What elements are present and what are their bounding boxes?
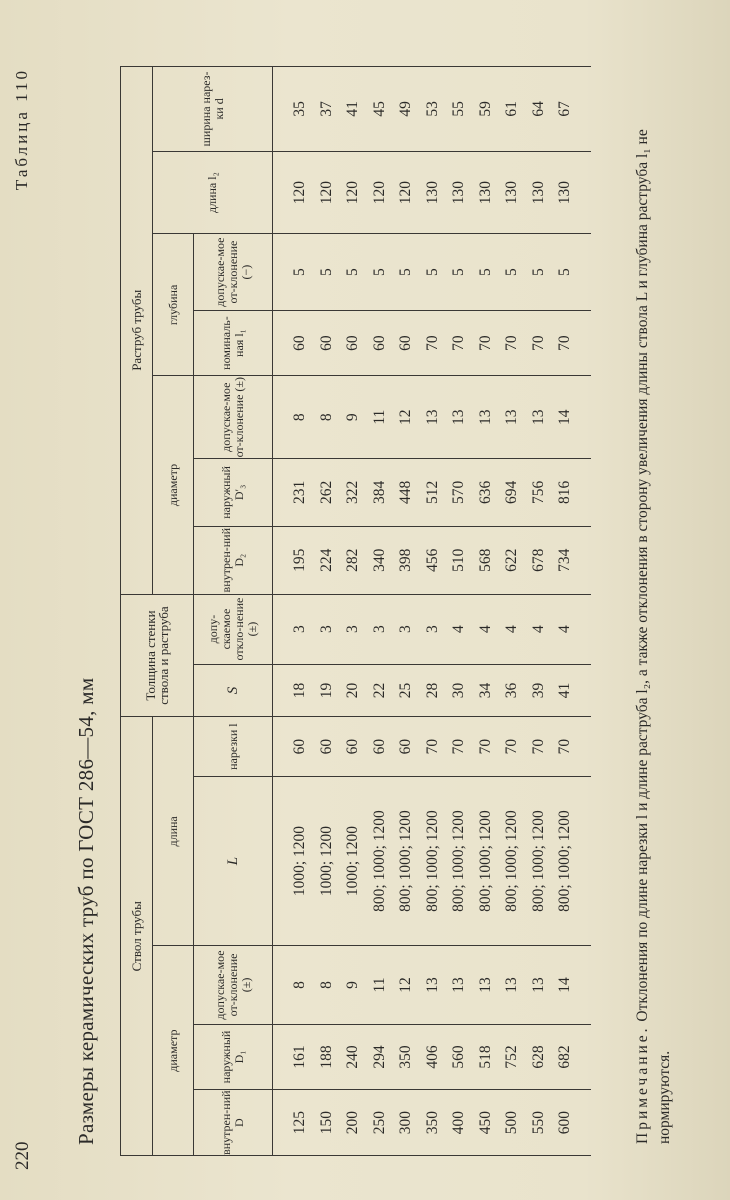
table-cell: 12: [393, 946, 420, 1024]
table-cell: 64: [526, 67, 553, 152]
table-cell: 9: [340, 376, 367, 459]
table-cell: 13: [526, 376, 553, 459]
table-cell: 12: [393, 376, 420, 459]
table-row: [340, 67, 367, 1156]
table-title: Размеры керамических труб по ГОСТ 286—54, мм: [74, 677, 98, 1145]
table-cell: 350: [393, 1024, 420, 1090]
table-cell: 300: [393, 1090, 420, 1156]
table-cell: 13: [446, 946, 473, 1024]
table-cell: 36: [499, 664, 526, 717]
table-cell: 500: [499, 1090, 526, 1156]
table-cell: 800; 1000; 1200: [552, 776, 591, 945]
header-barrel: Ствол трубы: [121, 717, 153, 1156]
table-cell: 200: [340, 1090, 367, 1156]
table-cell: 448: [393, 459, 420, 527]
header-depth-tolerance: допускае-мое от-клонение (−): [194, 234, 273, 310]
header-barrel-length: длина: [153, 717, 194, 946]
table-cell: 262: [314, 459, 341, 527]
table-cell: 120: [340, 151, 367, 234]
table-cell: 60: [314, 310, 341, 376]
table-cell: 70: [552, 310, 591, 376]
table-cell: 13: [473, 376, 500, 459]
table-cell: 70: [473, 310, 500, 376]
table-cell: 161: [273, 1024, 314, 1090]
table-cell: 1000; 1200: [340, 776, 367, 945]
table-cell: 11: [367, 376, 394, 459]
table-cell: 59: [473, 67, 500, 152]
table-cell: 800; 1000; 1200: [367, 776, 394, 945]
table-cell: 5: [340, 234, 367, 310]
header-socket-diameter: диаметр: [153, 376, 194, 594]
table-cell: 60: [367, 310, 394, 376]
table-cell: 20: [340, 664, 367, 717]
table-cell: 125: [273, 1090, 314, 1156]
table-cell: 61: [499, 67, 526, 152]
header-inner-d: внутрен-ний D: [194, 1090, 273, 1156]
table-cell: 130: [552, 151, 591, 234]
table-cell: 22: [367, 664, 394, 717]
table-cell: 5: [552, 234, 591, 310]
table-cell: 150: [314, 1090, 341, 1156]
table-cell: 456: [420, 526, 447, 594]
table-cell: 800; 1000; 1200: [473, 776, 500, 945]
table-cell: 600: [552, 1090, 591, 1156]
table-cell: 5: [446, 234, 473, 310]
table-cell: 3: [273, 594, 314, 664]
table-cell: 560: [446, 1024, 473, 1090]
table-cell: 3: [420, 594, 447, 664]
header-inner-d2: внутрен-ний D₂: [194, 526, 273, 594]
table-cell: 5: [393, 234, 420, 310]
table-cell: 570: [446, 459, 473, 527]
table-cell: 3: [340, 594, 367, 664]
table-cell: 350: [420, 1090, 447, 1156]
table-cell: 8: [273, 376, 314, 459]
table-cell: 13: [499, 376, 526, 459]
header-socket: Раструб трубы: [121, 67, 153, 595]
table-cell: 120: [393, 151, 420, 234]
table-cell: 628: [526, 1024, 553, 1090]
table-cell: 28: [420, 664, 447, 717]
table-cell: 60: [314, 717, 341, 776]
table-row: [473, 67, 500, 1156]
note-label: Примечание.: [634, 1025, 651, 1144]
table-cell: 55: [446, 67, 473, 152]
table-cell: 70: [473, 717, 500, 776]
page-number: 220: [12, 1141, 33, 1170]
table-cell: 1000; 1200: [273, 776, 314, 945]
table-cell: 800; 1000; 1200: [499, 776, 526, 945]
table-cell: 130: [526, 151, 553, 234]
table-cell: 4: [499, 594, 526, 664]
table-cell: 18: [273, 664, 314, 717]
table-cell: 14: [552, 946, 591, 1024]
table-note: [632, 64, 676, 1144]
header-socket-depth: глубина: [153, 234, 194, 376]
table-row: [499, 67, 526, 1156]
table-cell: 70: [420, 717, 447, 776]
table-cell: 13: [446, 376, 473, 459]
table-cell: 1000; 1200: [314, 776, 341, 945]
table-row: [420, 67, 447, 1156]
header-thread-l: нарезки l: [194, 717, 273, 776]
table-cell: 800; 1000; 1200: [446, 776, 473, 945]
table-cell: 282: [340, 526, 367, 594]
table-cell: 5: [499, 234, 526, 310]
note-text: Отклонения по длине нарезки l и длине раструба l₂, а также отклонения в сторону увеличения длины ствола L и глубина раструба l₁ не нормируются.: [634, 129, 673, 1144]
header-nominal-l1: номиналь-ная l₁: [194, 310, 273, 376]
table-cell: 120: [273, 151, 314, 234]
table-row: [367, 67, 394, 1156]
table-cell: 39: [526, 664, 553, 717]
table-cell: 30: [446, 664, 473, 717]
table-cell: 4: [446, 594, 473, 664]
table-cell: 188: [314, 1024, 341, 1090]
table-cell: 45: [367, 67, 394, 152]
table-cell: 60: [393, 310, 420, 376]
table-cell: 41: [340, 67, 367, 152]
table-label: Таблица 110: [12, 68, 31, 191]
header-wall-s: S: [194, 664, 273, 717]
table-cell: 9: [340, 946, 367, 1024]
table-cell: 13: [420, 946, 447, 1024]
table-cell: 13: [526, 946, 553, 1024]
table-cell: 34: [473, 664, 500, 717]
header-length-l2: длина l₂: [153, 151, 273, 234]
table-cell: 49: [393, 67, 420, 152]
table-cell: 3: [367, 594, 394, 664]
table-cell: 678: [526, 526, 553, 594]
table-cell: 60: [273, 310, 314, 376]
table-cell: 5: [420, 234, 447, 310]
table-cell: 734: [552, 526, 591, 594]
table-cell: 60: [340, 310, 367, 376]
table-cell: 384: [367, 459, 394, 527]
table-cell: 3: [314, 594, 341, 664]
table-cell: 250: [367, 1090, 394, 1156]
table-cell: 120: [314, 151, 341, 234]
table-cell: 60: [393, 717, 420, 776]
table-cell: 19: [314, 664, 341, 717]
table-cell: 682: [552, 1024, 591, 1090]
table-cell: 70: [446, 717, 473, 776]
header-thread-width-d: ширина нарез-ки d: [153, 67, 273, 152]
table-row: [273, 67, 314, 1156]
rotated-content: [12, 40, 702, 1170]
table-cell: 13: [499, 946, 526, 1024]
table-cell: 800; 1000; 1200: [393, 776, 420, 945]
header-wall-thickness: Толщина стенки ствола и раструба: [121, 594, 194, 717]
table-row: [446, 67, 473, 1156]
table-cell: 231: [273, 459, 314, 527]
table-cell: 518: [473, 1024, 500, 1090]
table-cell: 406: [420, 1024, 447, 1090]
table-cell: 294: [367, 1024, 394, 1090]
table-cell: 322: [340, 459, 367, 527]
table-cell: 224: [314, 526, 341, 594]
table-cell: 14: [552, 376, 591, 459]
table-cell: 800; 1000; 1200: [526, 776, 553, 945]
table-cell: 340: [367, 526, 394, 594]
table-cell: 816: [552, 459, 591, 527]
table-cell: 195: [273, 526, 314, 594]
header-outer-d3: наружный D′₃: [194, 459, 273, 527]
table-cell: 70: [526, 310, 553, 376]
table-cell: 130: [473, 151, 500, 234]
table-row: [552, 67, 591, 1156]
table-cell: 130: [420, 151, 447, 234]
table-cell: 35: [273, 67, 314, 152]
table-cell: 8: [314, 376, 341, 459]
table-cell: 60: [340, 717, 367, 776]
table-cell: 130: [499, 151, 526, 234]
table-cell: 25: [393, 664, 420, 717]
table-cell: 694: [499, 459, 526, 527]
table-cell: 636: [473, 459, 500, 527]
header-length-L: L: [194, 776, 273, 945]
table-cell: 4: [473, 594, 500, 664]
table-cell: 70: [420, 310, 447, 376]
table-cell: 550: [526, 1090, 553, 1156]
table-cell: 130: [446, 151, 473, 234]
table-cell: 70: [526, 717, 553, 776]
table-cell: 41: [552, 664, 591, 717]
table-cell: 752: [499, 1024, 526, 1090]
table-cell: 398: [393, 526, 420, 594]
table-cell: 60: [273, 717, 314, 776]
table-cell: 568: [473, 526, 500, 594]
table-cell: 510: [446, 526, 473, 594]
header-socket-tolerance: допускае-мое от-клонение (±): [194, 376, 273, 459]
table-cell: 3: [393, 594, 420, 664]
table-cell: 622: [499, 526, 526, 594]
table-cell: 70: [552, 717, 591, 776]
table-cell: 37: [314, 67, 341, 152]
table-cell: 5: [367, 234, 394, 310]
table-cell: 70: [446, 310, 473, 376]
header-diameter-tolerance: допускае-мое от-клонение (±): [194, 946, 273, 1024]
table-row: [314, 67, 341, 1156]
table-cell: 512: [420, 459, 447, 527]
table-cell: 800; 1000; 1200: [420, 776, 447, 945]
header-barrel-diameter: диаметр: [153, 946, 194, 1156]
header-wall-tolerance: допу-скаемое откло-нение (±): [194, 594, 273, 664]
table-cell: 53: [420, 67, 447, 152]
table-cell: 13: [473, 946, 500, 1024]
table-cell: 4: [552, 594, 591, 664]
table-cell: 11: [367, 946, 394, 1024]
header-outer-d1: наружный D₁: [194, 1024, 273, 1090]
table-cell: 5: [314, 234, 341, 310]
table-cell: 8: [273, 946, 314, 1024]
table-cell: 756: [526, 459, 553, 527]
table-cell: 8: [314, 946, 341, 1024]
table-cell: 4: [526, 594, 553, 664]
table-cell: 60: [367, 717, 394, 776]
table-cell: 240: [340, 1024, 367, 1090]
table-cell: 67: [552, 67, 591, 152]
table-cell: 450: [473, 1090, 500, 1156]
table-row: [393, 67, 420, 1156]
table-cell: 120: [367, 151, 394, 234]
table-cell: 5: [526, 234, 553, 310]
table-cell: 400: [446, 1090, 473, 1156]
pipe-dimensions-table: [120, 66, 591, 1156]
table-cell: 70: [499, 310, 526, 376]
table-cell: 70: [499, 717, 526, 776]
table-row: [526, 67, 553, 1156]
table-cell: 13: [420, 376, 447, 459]
table-cell: 5: [473, 234, 500, 310]
table-body: [273, 67, 591, 1156]
table-cell: 5: [273, 234, 314, 310]
